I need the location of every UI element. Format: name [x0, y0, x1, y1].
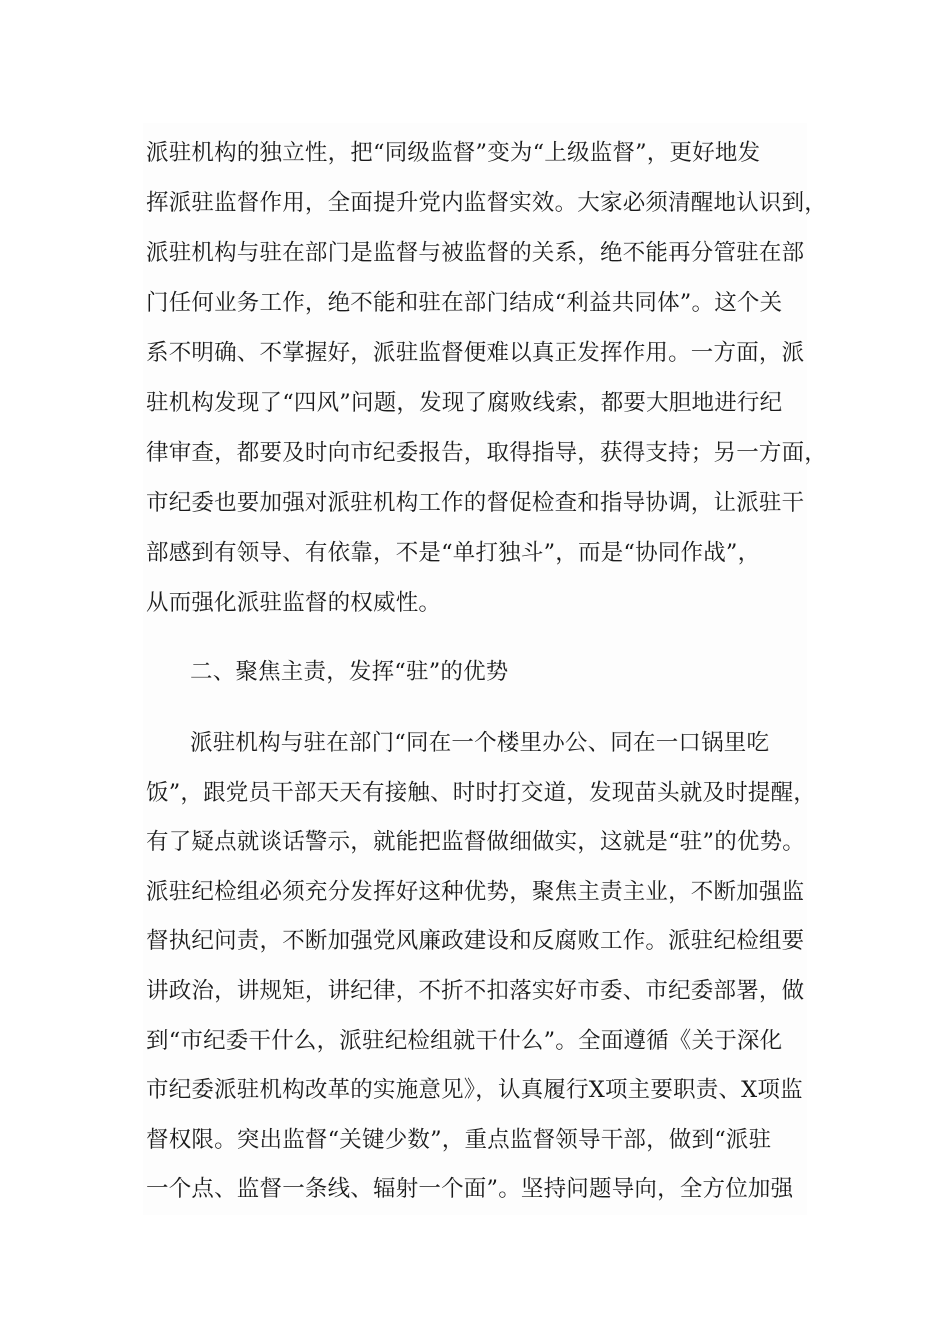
paragraph-1-line: 从而强化派驻监督的权威性。	[146, 590, 442, 616]
paragraph-1-line: 部感到有领导、有依靠，不是“单打独斗”，而是“协同作战”，	[146, 540, 761, 566]
paragraph-1-line: 挥派驻监督作用，全面提升党内监督实效。大家必须清醒地认识到，	[146, 190, 828, 216]
paragraph-1-line: 派驻机构与驻在部门是监督与被监督的关系，绝不能再分管驻在部	[146, 240, 805, 266]
paragraph-1-line: 驻机构发现了“四风”问题，发现了腐败线索，都要大胆地进行纪	[146, 390, 783, 416]
paragraph-2-line: 派驻机构与驻在部门“同在一个楼里办公、同在一口锅里吃	[190, 730, 770, 756]
paragraph-1-line: 市纪委也要加强对派驻机构工作的督促检查和指导协调，让派驻干	[146, 490, 805, 516]
paragraph-1-line: 律审查，都要及时向市纪委报告，取得指导，获得支持；另一方面，	[146, 440, 828, 466]
paragraph-2-line: 市纪委派驻机构改革的实施意见》，认真履行X项主要职责、X项监	[146, 1077, 803, 1103]
paragraph-2-line: 派驻纪检组必须充分发挥好这种优势，聚焦主责主业，不断加强监	[146, 879, 805, 905]
paragraph-2-line: 一个点、监督一条线、辐射一个面”。坚持问题导向，全方位加强	[146, 1176, 794, 1202]
paragraph-2-line: 有了疑点就谈话警示，就能把监督做细做实，这就是“驻”的优势。	[146, 829, 806, 855]
paragraph-2-line: 督执纪问责，不断加强党风廉政建设和反腐败工作。派驻纪检组要	[146, 928, 805, 954]
paragraph-2-line: 讲政治，讲规矩，讲纪律，不折不扣落实好市委、市纪委部署，做	[146, 978, 805, 1004]
paragraph-2-line: 饭”，跟党员干部天天有接触、时时打交道，发现苗头就及时提醒，	[146, 780, 817, 806]
paragraph-1-line: 门任何业务工作，绝不能和驻在部门结成“利益共同体”。这个关	[146, 290, 783, 316]
paragraph-1-line: 系不明确、不掌握好，派驻监督便难以真正发挥作用。一方面，派	[146, 340, 805, 366]
paragraph-1-line: 派驻机构的独立性，把“同级监督”变为“上级监督”，更好地发	[146, 140, 761, 166]
paragraph-2-line: 到“市纪委干什么，派驻纪检组就干什么”。全面遵循《关于深化	[146, 1028, 783, 1054]
section-heading: 二、聚焦主责，发挥“驻”的优势	[190, 659, 509, 685]
paragraph-2-line: 督权限。突出监督“关键少数”，重点监督领导干部，做到“派驻	[146, 1127, 772, 1153]
